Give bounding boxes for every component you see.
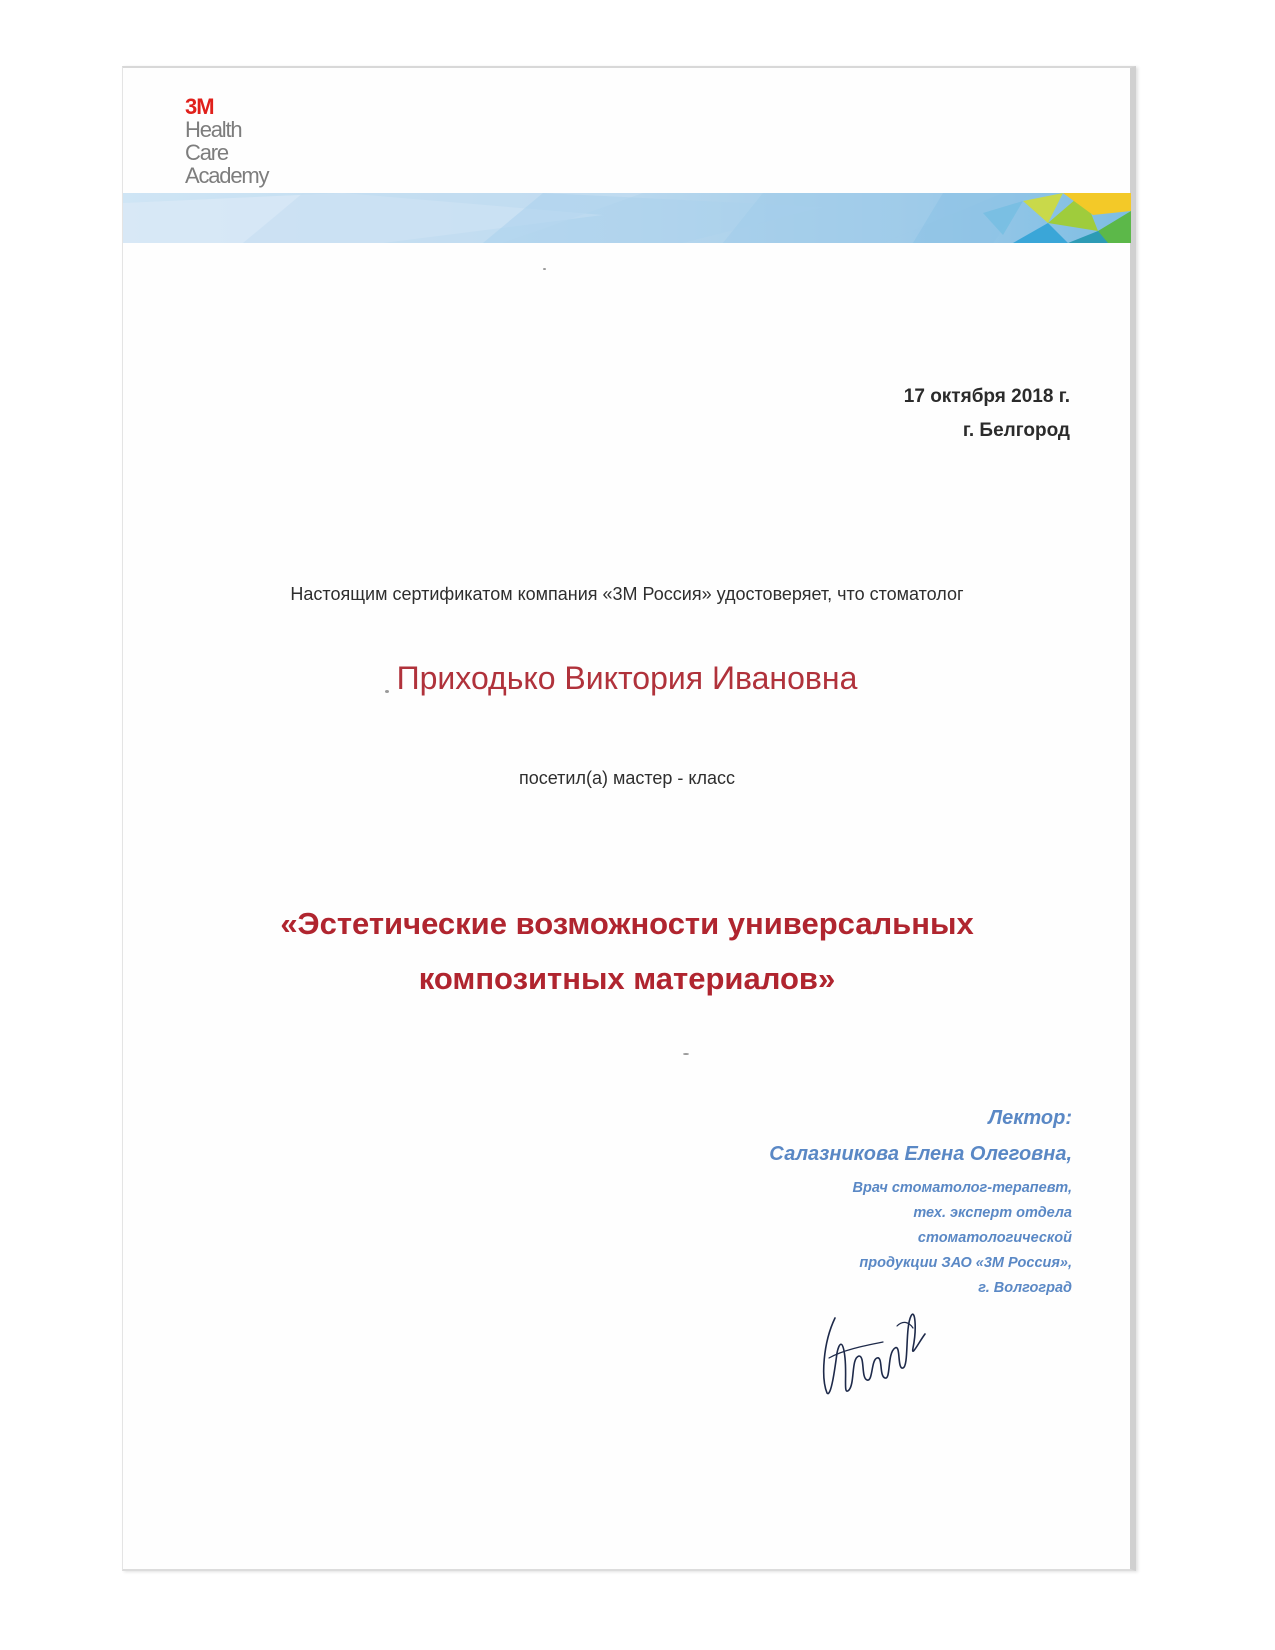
lecturer-role: тех. эксперт отдела xyxy=(913,1205,1072,1221)
lecturer-signature xyxy=(813,1298,933,1408)
certificate-date: 17 октября 2018 г. xyxy=(903,386,1070,407)
recipient-name: Приходько Виктория Ивановна xyxy=(396,660,858,696)
course-title-line-1: «Эстетические возможности универсальных xyxy=(280,906,974,941)
attended-text: посетил(а) мастер - класс xyxy=(518,768,735,788)
lecturer-position: Врач стоматолог-терапевт, xyxy=(852,1180,1072,1196)
logo-mark: 3M xyxy=(185,94,214,119)
course-title-line-2: композитных материалов» xyxy=(418,961,836,996)
date-location-block xyxy=(904,380,1070,448)
logo-line-health: Health xyxy=(185,117,242,142)
lecturer-city: г. Волгоград xyxy=(978,1280,1072,1296)
certificate-sheet xyxy=(122,66,1136,1571)
certificate-intro-text: Настоящим сертификатом компания «3М Россия» удостоверяет, что стоматолог xyxy=(290,584,964,604)
logo-3m-health-care-academy xyxy=(185,96,268,187)
lecturer-label: Лектор: xyxy=(988,1107,1072,1129)
lecturer-name: Салазникова Елена Олеговна, xyxy=(769,1143,1072,1165)
logo-line-care: Care xyxy=(185,140,228,165)
paper-speck xyxy=(385,690,389,693)
lecturer-company: продукции ЗАО «3М Россия», xyxy=(859,1255,1072,1271)
logo-line-academy: Academy xyxy=(185,163,269,188)
certificate-city: г. Белгород xyxy=(962,420,1070,441)
course-title xyxy=(123,896,1131,1006)
lecturer-block xyxy=(769,1100,1072,1301)
lecturer-department: стоматологической xyxy=(917,1230,1072,1246)
paper-speck xyxy=(543,268,546,270)
header-banner xyxy=(123,193,1131,243)
paper-speck xyxy=(683,1053,689,1055)
